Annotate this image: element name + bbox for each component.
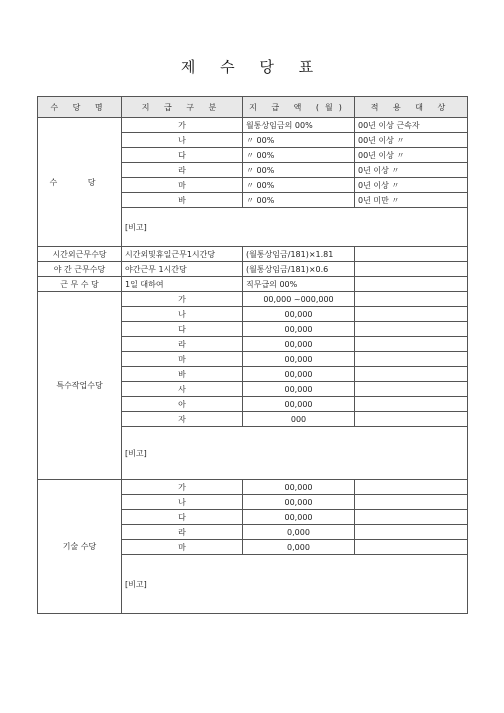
grade-cell: 다 bbox=[122, 148, 243, 163]
amount-cell: 00,000 bbox=[243, 337, 355, 352]
special-note: [비고] bbox=[122, 427, 468, 480]
overtime-target bbox=[355, 247, 468, 262]
grade-cell: 가 bbox=[122, 292, 243, 307]
amount-cell: 00,000 bbox=[243, 510, 355, 525]
amount-cell: 000 bbox=[243, 412, 355, 427]
allowance-note: [비고] bbox=[122, 208, 468, 247]
target-cell bbox=[355, 367, 468, 382]
overtime-amount: (월통상임금/181)×1.81 bbox=[243, 247, 355, 262]
grade-cell: 다 bbox=[122, 510, 243, 525]
night-target bbox=[355, 262, 468, 277]
night-row bbox=[38, 262, 468, 277]
target-cell bbox=[355, 525, 468, 540]
amount-cell: 0,000 bbox=[243, 525, 355, 540]
target-cell bbox=[355, 292, 468, 307]
night-label: 야 간 근무수당 bbox=[38, 262, 122, 277]
special-label: 특수작업수당 bbox=[38, 292, 122, 480]
grade-cell: 사 bbox=[122, 382, 243, 397]
service-amount: 직무급의 00% bbox=[243, 277, 355, 292]
amount-cell: 00,000 bbox=[243, 495, 355, 510]
amount-cell: 00,000 bbox=[243, 322, 355, 337]
grade-cell: 라 bbox=[122, 337, 243, 352]
grade-cell: 가 bbox=[122, 480, 243, 495]
grade-cell: 마 bbox=[122, 178, 243, 193]
target-cell: 00년 이상 〃 bbox=[355, 133, 468, 148]
amount-cell: 00,000 bbox=[243, 367, 355, 382]
amount-cell: 00,000 ~000,000 bbox=[243, 292, 355, 307]
grade-cell: 다 bbox=[122, 322, 243, 337]
night-amount: (월통상임금/181)×0.6 bbox=[243, 262, 355, 277]
header-payment-amount: 지 급 액 (월) bbox=[243, 97, 355, 118]
target-cell bbox=[355, 307, 468, 322]
night-basis: 야간근무 1시간당 bbox=[122, 262, 243, 277]
header-row bbox=[38, 97, 468, 118]
service-target bbox=[355, 277, 468, 292]
technical-label: 기술 수당 bbox=[38, 480, 122, 614]
target-cell bbox=[355, 540, 468, 555]
target-cell bbox=[355, 412, 468, 427]
grade-cell: 라 bbox=[122, 525, 243, 540]
grade-cell: 마 bbox=[122, 352, 243, 367]
target-cell: 0년 이상 〃 bbox=[355, 163, 468, 178]
service-row bbox=[38, 277, 468, 292]
technical-row bbox=[38, 480, 468, 495]
target-cell: 0년 이상 〃 bbox=[355, 178, 468, 193]
amount-cell: 〃 00% bbox=[243, 178, 355, 193]
grade-cell: 라 bbox=[122, 163, 243, 178]
amount-cell: 〃 00% bbox=[243, 193, 355, 208]
allowance-row bbox=[38, 118, 468, 133]
target-cell: 0년 미만 〃 bbox=[355, 193, 468, 208]
page-title: 제 수 당 표 bbox=[180, 58, 324, 76]
service-basis: 1일 대하여 bbox=[122, 277, 243, 292]
target-cell bbox=[355, 352, 468, 367]
amount-cell: 00,000 bbox=[243, 352, 355, 367]
target-cell bbox=[355, 397, 468, 412]
special-row bbox=[38, 292, 468, 307]
allowance-table bbox=[37, 96, 468, 614]
target-cell bbox=[355, 382, 468, 397]
target-cell bbox=[355, 337, 468, 352]
amount-cell: 〃 00% bbox=[243, 148, 355, 163]
amount-cell: 00,000 bbox=[243, 307, 355, 322]
grade-cell: 나 bbox=[122, 495, 243, 510]
target-cell bbox=[355, 495, 468, 510]
grade-cell: 나 bbox=[122, 133, 243, 148]
target-cell bbox=[355, 510, 468, 525]
technical-note: [비고] bbox=[122, 555, 468, 614]
grade-cell: 자 bbox=[122, 412, 243, 427]
target-cell bbox=[355, 322, 468, 337]
overtime-row bbox=[38, 247, 468, 262]
amount-cell: 00,000 bbox=[243, 480, 355, 495]
amount-cell: 00,000 bbox=[243, 382, 355, 397]
grade-cell: 바 bbox=[122, 193, 243, 208]
allowance-label: 수 당 bbox=[38, 118, 122, 247]
amount-cell: 〃 00% bbox=[243, 163, 355, 178]
target-cell: 00년 이상 근속자 bbox=[355, 118, 468, 133]
header-payment-basis: 지 급 구 분 bbox=[122, 97, 243, 118]
service-label: 근 무 수 당 bbox=[38, 277, 122, 292]
amount-cell: 0,000 bbox=[243, 540, 355, 555]
grade-cell: 나 bbox=[122, 307, 243, 322]
header-target: 적 용 대 상 bbox=[355, 97, 468, 118]
overtime-label: 시간외근무수당 bbox=[38, 247, 122, 262]
amount-cell: 〃 00% bbox=[243, 133, 355, 148]
target-cell bbox=[355, 480, 468, 495]
amount-cell: 00,000 bbox=[243, 397, 355, 412]
grade-cell: 바 bbox=[122, 367, 243, 382]
grade-cell: 아 bbox=[122, 397, 243, 412]
overtime-basis: 시간외및휴일근무1시간당 bbox=[122, 247, 243, 262]
amount-cell: 월통상임금의 00% bbox=[243, 118, 355, 133]
grade-cell: 가 bbox=[122, 118, 243, 133]
header-allowance-name: 수 당 명 bbox=[38, 97, 122, 118]
grade-cell: 마 bbox=[122, 540, 243, 555]
target-cell: 00년 이상 〃 bbox=[355, 148, 468, 163]
